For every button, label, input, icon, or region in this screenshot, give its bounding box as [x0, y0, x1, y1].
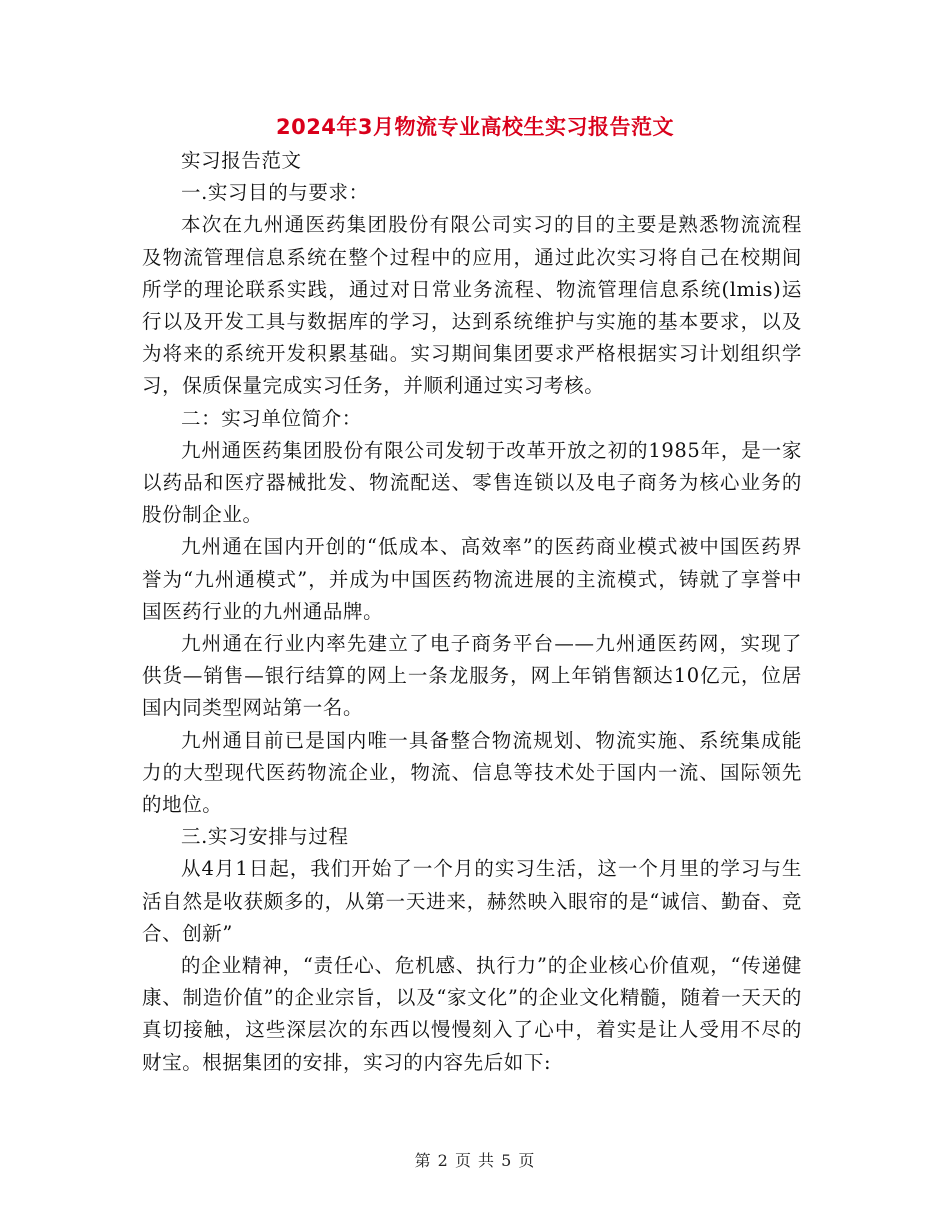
paragraph: 九州通目前已是国内唯一具备整合物流规划、物流实施、系统集成能力的大型现代医药物流企业，物流、信息等技术处于国内一流、国际领先的地位。	[142, 728, 802, 817]
paragraph: 九州通在行业内率先建立了电子商务平台——九州通医药网，实现了供货—销售—银行结算的网上一条龙服务，网上年销售额达10亿元，位居国内同类型网站第一名。	[142, 632, 802, 720]
paragraph: 的企业精神，“责任心、危机感、执行力”的企业核心价值观，“传递健康、制造价值”的企业宗旨，以及“家文化”的企业文化精髓，随着一天天的真切接触，这些深层次的东西以慢慢刻入了心中，着实是让人受用不尽的财宝。根据集团的安排，实习的内容先后如下:	[142, 954, 802, 1074]
document-body	[142, 145, 802, 1079]
paragraph: 本次在九州通医药集团股份有限公司实习的目的主要是熟悉物流流程及物流管理信息系统在整个过程中的应用，通过此次实习将自己在校期间所学的理论联系实践，通过对日常业务流程、物流管理信息系统(lmis)运行以及开发工具与数据库的学习，达到系统维护与实施的基本要求，以及为将来的系统开发积累基础。实习期间集团要求严格根据实习计划组织学习，保质保量完成实习任务，并顺利通过实习考核。	[142, 213, 802, 398]
section-heading-2: 二：实习单位简介：	[181, 406, 362, 430]
paragraph-heading-fanwen: 实习报告范文	[181, 149, 302, 172]
section-heading-3: 三.实习安排与过程	[181, 825, 349, 849]
paragraph: 从4月1日起，我们开始了一个月的实习生活，这一个月里的学习与生活自然是收获颇多的，从第一天进来，赫然映入眼帘的是“诚信、勤奋、竞合、创新”	[142, 857, 802, 945]
page-number-footer: 第 2 页 共 5 页	[414, 1151, 536, 1170]
paragraph: 九州通在国内开创的“低成本、高效率”的医药商业模式被中国医药界誉为“九州通模式”，并成为中国医药物流进展的主流模式，铸就了享誉中国医药行业的九州通品牌。	[142, 535, 802, 623]
document-title: 2024年3月物流专业高校生实习报告范文	[275, 115, 675, 139]
paragraph: 九州通医药集团股份有限公司发轫于改革开放之初的1985年，是一家以药品和医疗器械批发、物流配送、零售连锁以及电子商务为核心业务的股份制企业。	[142, 438, 802, 527]
section-heading-1: 一.实习目的与要求：	[181, 181, 369, 205]
